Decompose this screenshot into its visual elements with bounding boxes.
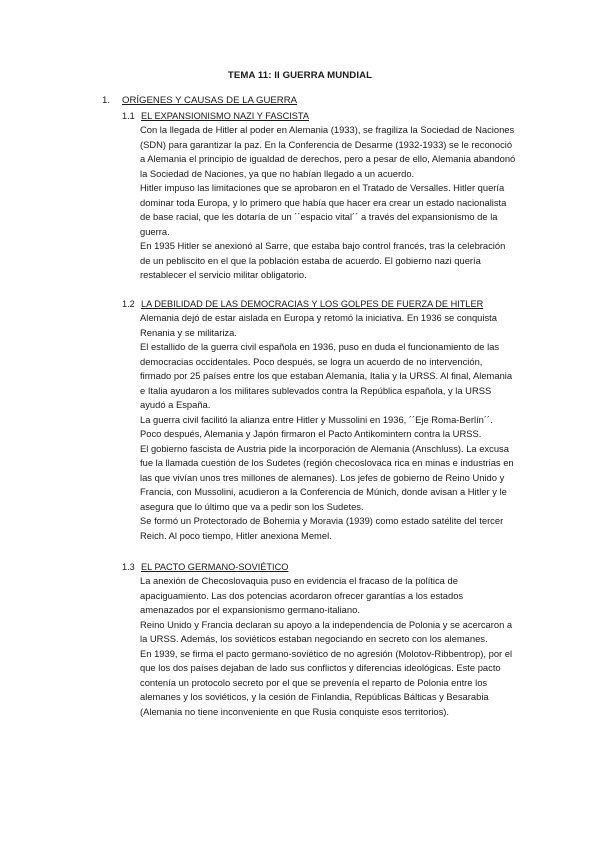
section-1-heading bbox=[102, 95, 297, 106]
subsection-1-2-title: LA DEBILIDAD DE LAS DEMOCRACIAS Y LOS GOLPES DE FUERZA DE HITLER bbox=[141, 299, 484, 309]
subsection-1-3-title: EL PACTO GERMANO-SOVIÉTICO bbox=[141, 562, 289, 572]
subsection-1-1-title: EL EXPANSIONISMO NAZI Y FASCISTA bbox=[141, 111, 309, 121]
section-1-title: ORÍGENES Y CAUSAS DE LA GUERRA bbox=[122, 95, 298, 106]
document-title: TEMA 11: II GUERRA MUNDIAL bbox=[227, 70, 373, 81]
subsection-1-3-heading bbox=[122, 562, 288, 572]
paragraph: Reino Unido y Francia declaran su apoyo a la independencia de Polonia y se acercaron a la URSS. Además, los soviéticos estaban negociando en secreto con los alemanes. bbox=[140, 618, 513, 644]
paragraph: Se formó un Protectorado de Bohemia y Moravia (1939) como estado satélite del tercer Reich. Al poco tiempo, Hitler anexiona Memel. bbox=[140, 515, 504, 541]
subsection-1-2-number: 1.2 bbox=[122, 299, 135, 309]
paragraph: El estallido de la guerra civil española en 1936, puso en duda el funcionamiento de las democracias occidentales. Poco después, se logra un acuerdo de no intervención, firmado por 25 países entre los que estaban Alemania, Italia y la URSS. Al final, Alemania e Italia ayudaron a los militares sublevados contra la República española, y la URSS ayudó a España. bbox=[140, 341, 513, 410]
paragraph: La anexión de Checoslovaquia puso en evidencia el fracaso de la política de apaciguamiento. Las dos potencias acordaron ofrecer garantías a los estados amenazados por el expansionismo germano-italiano. bbox=[140, 575, 464, 615]
paragraph: Con la llegada de Hitler al poder en Alemania (1933), se fragiliza la Sociedad de Naciones (SDN) para garantizar la paz. En la Conferencia de Desarme (1932-1933) se le reconoció a Alemania el principio de igualdad de derechos, pero a pesar de ello, Alemania abandonó la Sociedad de Naciones, ya que no habían llegado a un acuerdo. bbox=[140, 124, 516, 179]
subsection-1-3-number: 1.3 bbox=[122, 562, 135, 572]
paragraph: Hitler impuso las limitaciones que se aprobaron en el Tratado de Versalles. Hitler quería dominar toda Europa, y lo primero que había que hacer era crear un estado nacionalista de base racial, que les dotaría de un ´´espacio vital´´ a través del expansionismo de la guerra. bbox=[140, 182, 507, 237]
subsection-1-1-number: 1.1 bbox=[122, 111, 135, 121]
paragraph: En 1935 Hitler se anexionó al Sarre, que estaba bajo control francés, tras la celebración de un pebliscito en el que la población estaba de acuerdo. El gobierno nazi quería restablecer el servicio militar obligatorio. bbox=[140, 240, 506, 280]
subsection-1-1-heading bbox=[122, 111, 309, 121]
subsection-1-2-body bbox=[140, 311, 516, 543]
paragraph: Alemania dejó de estar aislada en Europa y retomó la iniciativa. En 1936 se conquista Renania y se militariza. bbox=[140, 312, 497, 338]
section-1-number: 1. bbox=[102, 95, 111, 106]
paragraph: El gobierno fascista de Austria pide la incorporación de Alemania (Anschluss). La excusa fue la llamada cuestión de los Sudetes (región checoslovaca rica en minas e industrias en las que vivían unos tres millones de alemanes). Los jefes de gobierno de Reino Unido y Francia, con Mussolini, acudieron a la Conferencia de Múnich, donde avisan a Hitler y le asegura que lo último que va a pedir son los Sudetes. bbox=[140, 442, 514, 512]
paragraph: La guerra civil facilitó la alianza entre Hitler y Mussolini en 1936, ´´Eje Roma-Berlín´´. Poco después, Alemania y Japón firmaron el Pacto Antikomintern contra la URSS. bbox=[140, 413, 493, 439]
paragraph: En 1939, se firma el pacto germano-soviético de no agresión (Molotov-Ribbentrop), por el que los dos países dejaban de lado sus conflictos y diferencias ideológicas. Este pacto contenía un protocolo secreto por el que se prevenía el reparto de Polonia entre los alemanes y los soviéticos, y la cesión de Finlandia, Repúblicas Bálticas y Besarabia (Alemania no tiene inconveniente en que Rusia conquiste esos territorios). bbox=[140, 647, 513, 717]
subsection-1-2-heading bbox=[122, 299, 483, 309]
subsection-1-3-body bbox=[140, 574, 516, 719]
subsection-1-1-body bbox=[140, 123, 516, 283]
